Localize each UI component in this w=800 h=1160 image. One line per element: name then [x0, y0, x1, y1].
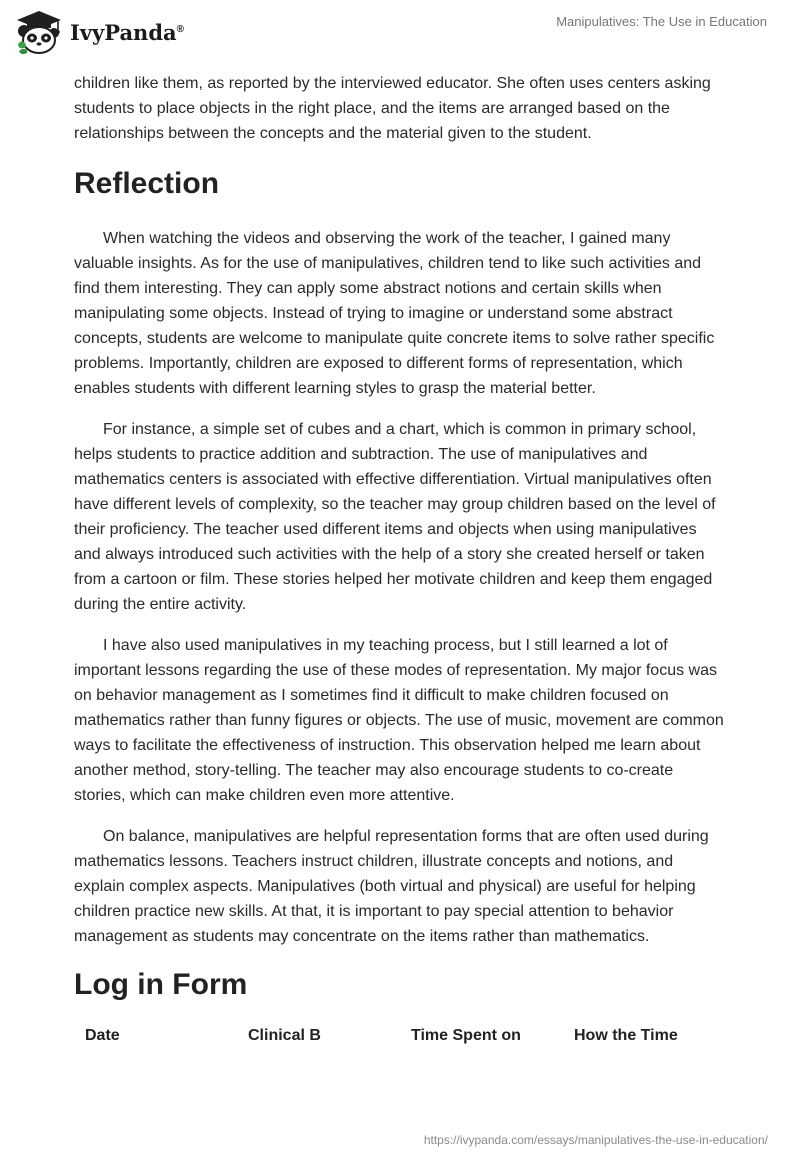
intro-paragraph: children like them, as reported by the interviewed educator. She often uses centers asking students to place objects in the right place, and the items are arranged based on the relationships between the concepts and the material given to the student. [74, 75, 711, 142]
brand-name: IvyPanda® [70, 19, 184, 45]
log-form-heading: Log in Form [74, 968, 248, 1001]
column-header-date: Date [85, 1027, 120, 1044]
log-form-table-header [74, 1023, 726, 1048]
column-header-clinical: Clinical B [248, 1027, 321, 1044]
reflection-heading: Reflection [74, 167, 220, 200]
essay-content [74, 71, 726, 1048]
source-url[interactable]: https://ivypanda.com/essays/manipulatives-the-use-in-education/ [423, 1133, 768, 1147]
reflection-paragraph: When watching the videos and observing the work of the teacher, I gained many valuable insights. As for the use of manipulatives, children tend to like such activities and find them interesting. They can apply some abstract notions and certain skills when manipulating some objects. Instead of trying to imagine or understand some abstract concepts, students are welcome to manipulate quite concrete items to solve rather specific problems. Importantly, children are exposed to different forms of representation, which enables students with different learning styles to grasp the material better. [74, 230, 715, 397]
column-header-how-time: How the Time [574, 1027, 678, 1044]
registered-mark: ® [176, 23, 184, 35]
brand-logo[interactable] [14, 8, 184, 56]
panda-logo-icon [14, 9, 64, 55]
reflection-paragraph: On balance, manipulatives are helpful representation forms that are often used during mathematics lessons. Teachers instruct children, illustrate concepts and notions, and explain complex aspects. Manipulatives (both virtual and physical) are useful for helping children practice new skills. At that, it is important to pay special attention to behavior management as students may concentrate on the items rather than mathematics. [74, 828, 709, 945]
reflection-paragraph: For instance, a simple set of cubes and a chart, which is common in primary school, helps students to practice addition and subtraction. The use of manipulatives and mathematics centers is associated with effective differentiation. Virtual manipulatives often have different levels of complexity, so the teacher may group children based on the level of their proficiency. The teacher used different items and objects when using manipulatives and always introduced such activities with the help of a story she created herself or taken from a cartoon or film. These stories helped her motivate children and keep them engaged during the entire activity. [74, 421, 716, 613]
reflection-paragraph: I have also used manipulatives in my teaching process, but I still learned a lot of important lessons regarding the use of these modes of representation. My major focus was on behavior management as I sometimes find it difficult to make children focused on mathematics rather than funny figures or objects. The use of music, movement are common ways to facilitate the effectiveness of instruction. This observation helped me learn about another method, story-telling. The teacher may also encourage students to co-create stories, which can make children even more attentive. [74, 637, 724, 804]
column-header-time-spent: Time Spent on [411, 1027, 521, 1044]
document-title: Manipulatives: The Use in Education [556, 14, 767, 29]
page-header [0, 0, 800, 64]
